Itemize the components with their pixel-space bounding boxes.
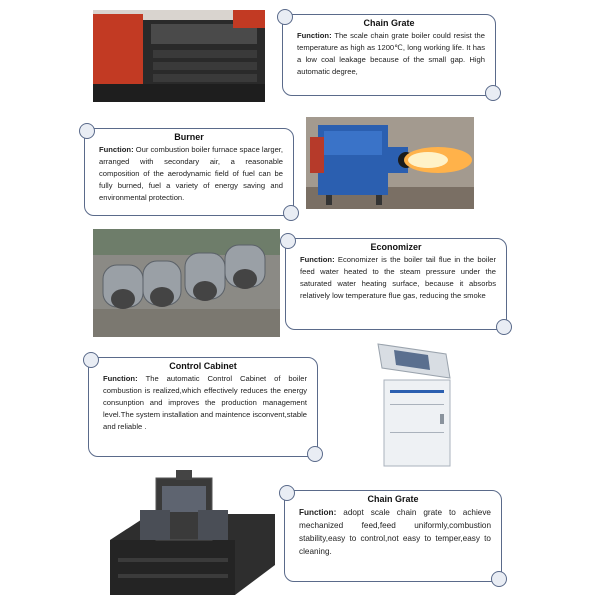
scroll-curl-decoration [307,446,323,462]
burner-photo [306,117,474,209]
scroll-curl-decoration [283,205,299,221]
chain-grate-card-2 [284,490,502,582]
chain-grate-machine-photo [110,470,275,595]
section-title: Burner [174,132,204,142]
section-description: Function: adopt scale chain grate to achieve mechanized feed,feed uniformly,combustion stability,easy to control,not easy to temper,easy to cleaning. [299,508,491,556]
control-cabinet-card [88,357,318,457]
scroll-curl-decoration [83,352,99,368]
section-description: Function: Economizer is the boiler tail flue in the boiler feed water heated to the steam pressure under the saturated water heating surface, because it absorbs relatively low temperature flue gas, reducing the smoke [300,255,497,300]
scroll-curl-decoration [491,571,507,587]
section-description: Function: Our combustion boiler furnace space larger, arranged with secondary air, a reasonable composition of the aerodynamic field of fuel can be fully burned, fuel a variety of energy saving and environmental protection. [99,145,284,202]
section-title: Chain Grate [363,18,415,28]
section-title: Control Cabinet [169,361,237,371]
economizer-photo [93,229,280,337]
burner-card [84,128,294,216]
scroll-curl-decoration [279,485,295,501]
chain-grate-photo [93,10,265,102]
control-cabinet-photo [366,340,466,468]
section-description: Function: The automatic Control Cabinet of boiler combustion is realized,which effectively reduces the energy consunption and improves the production management level.The system installation and maintence isconvent,stable and reliable . [103,374,308,431]
economizer-card [285,238,507,330]
scroll-curl-decoration [496,319,512,335]
section-title: Chain Grate [367,494,419,504]
scroll-curl-decoration [280,233,296,249]
section-title: Economizer [370,242,422,252]
scroll-curl-decoration [485,85,501,101]
scroll-curl-decoration [277,9,293,25]
scroll-curl-decoration [79,123,95,139]
section-description: Function: The scale chain grate boiler could resist the temperature as high as 1200℃, long working life. It has a low coal leakage because of the small gap. High automatic degree, [297,31,485,76]
chain-grate-card-1 [282,14,496,96]
